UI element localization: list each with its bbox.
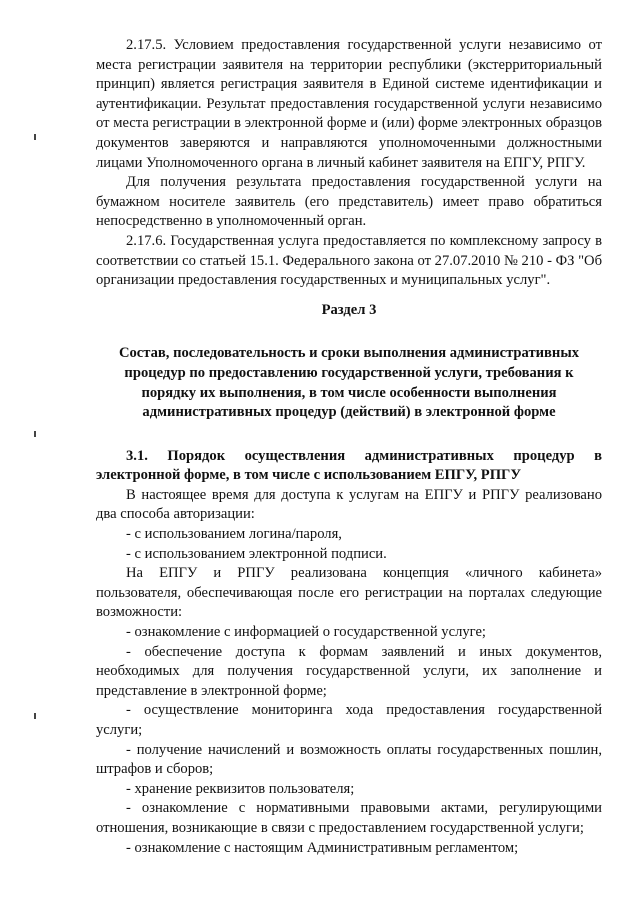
paragraph-paper-result: Для получения результата предоставления государственной услуги на бумажном носителе заявитель (его представитель) имеет право обратиться непосредственно в уполномоченный орган. [96,174,602,230]
section-title: Раздел 3 [321,301,377,318]
document-body [96,36,602,858]
list-item: - с использованием электронной подписи. [126,545,387,562]
subsection-heading-3-1: 3.1. Порядок осуществления административных процедур в электронной форме, в том числе с использованием ЕПГУ, РПГУ [96,447,602,484]
list-item: - хранение реквизитов пользователя; [126,780,355,797]
paragraph-authorization: В настоящее время для доступа к услугам на ЕПГУ и РПГУ реализовано два способа авторизации: [96,486,602,523]
margin-mark [34,713,36,719]
list-item: - получение начислений и возможность оплаты государственных пошлин, штрафов и сборов; [96,741,602,778]
list-item: - осуществление мониторинга хода предоставления государственной услуги; [96,702,602,738]
section-heading: Состав, последовательность и сроки выполнения административных процедур по предоставлению государственной услуги, требования к порядку их выполнения, в том числе особенности выполнения административных процедур (действий) в электронной форме [118,345,580,421]
margin-mark [34,134,36,140]
list-item: - ознакомление с информацией о государственной услуге; [126,624,486,641]
margin-mark [34,431,36,437]
list-item: - с использованием логина/пароля, [126,526,342,543]
paragraph-2-17-6: 2.17.6. Государственная услуга предоставляется по комплексному запросу в соответствии со статьей 15.1. Федерального закона от 27.07.2010 № 210 - ФЗ "Об организации предоставления государственных и муниципальных услуг". [96,232,603,289]
paragraph-cabinet: На ЕПГУ и РПГУ реализована концепция «личного кабинета» пользователя, обеспечивающая после его регистрации на порталах следующие возможности: [96,565,602,621]
list-item: - ознакомление с нормативными правовыми актами, регулирующими отношения, возникающие в связи с предоставлением государственной услуги; [96,800,602,836]
list-item: - ознакомление с настоящим Административным регламентом; [126,839,519,856]
list-item: - обеспечение доступа к формам заявлений и иных документов, необходимых для получения государственной услуги, их заполнение и представление в электронной форме; [96,643,602,699]
paragraph-2-17-5: 2.17.5. Условием предоставления государственной услуги независимо от места регистрации заявителя на территории республики (экстерриториальный принцип) является регистрация заявителя в Единой системе идентификации и аутентификации. Результат предоставления государственной услуги независимо от места регистрации в электронной форме и (или) форме электронных образцов документов заверяются и направляются уполномоченными должностными лицами Уполномоченного органа в личный кабинет заявителя на ЕПГУ, РПГУ. [96,37,602,171]
